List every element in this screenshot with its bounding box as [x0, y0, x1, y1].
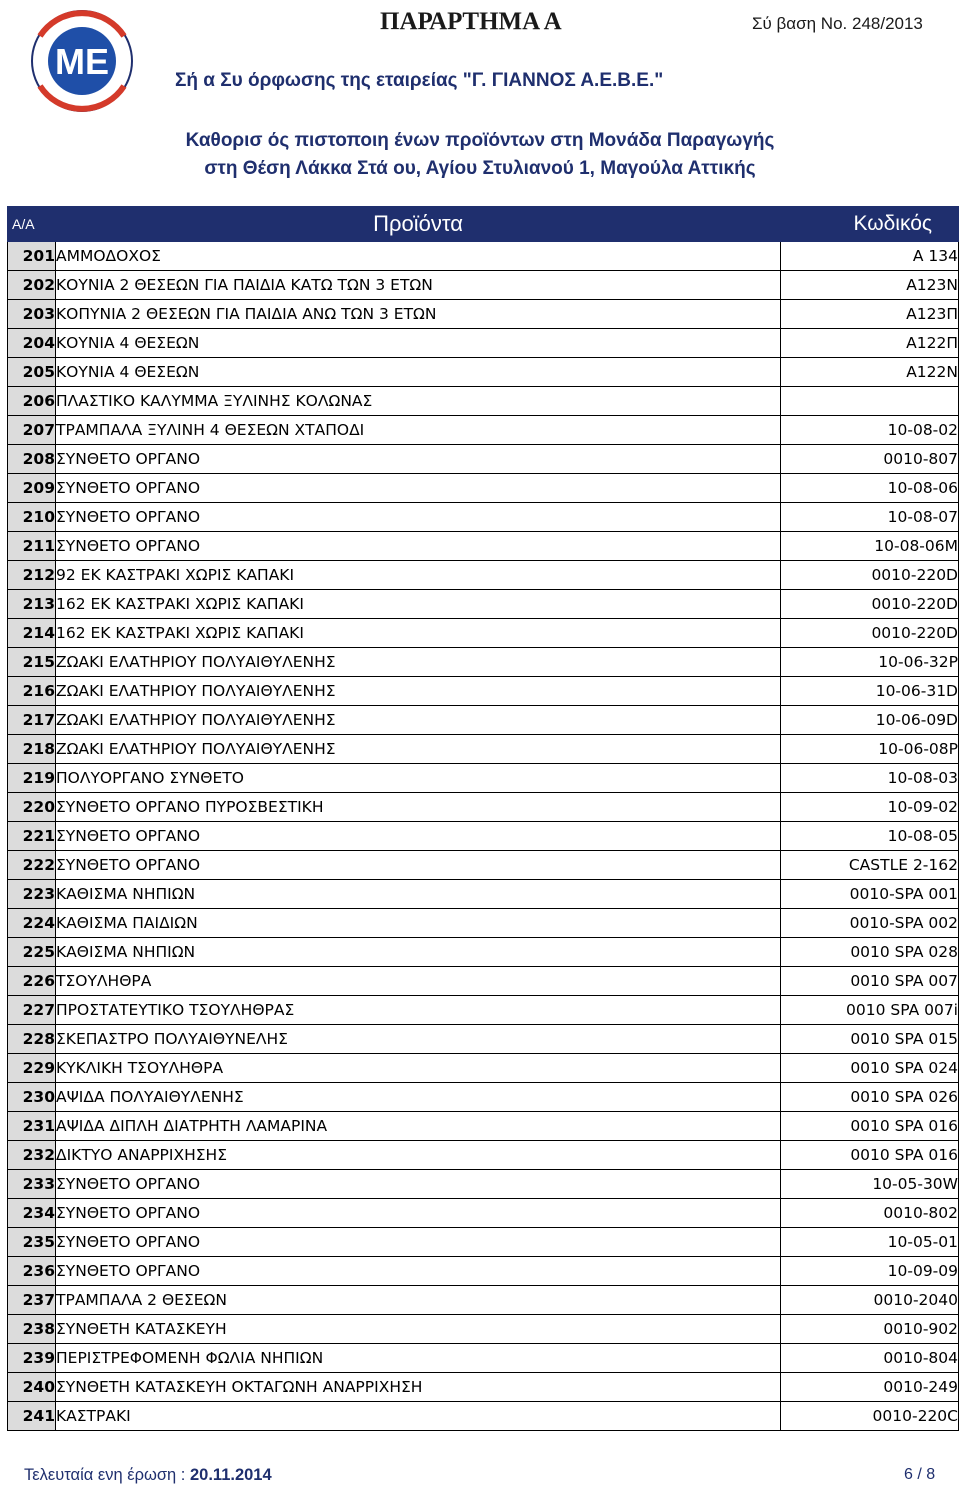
product-name: ΣΥΝΘΕΤΟ ΟΡΓΑΝΟ ΠΥΡΟΣΒΕΣΤΙΚΗ	[56, 793, 781, 822]
table-row	[8, 590, 959, 619]
table-row	[8, 619, 959, 648]
row-number: 216	[8, 677, 56, 706]
table-row	[8, 880, 959, 909]
product-code: 0010 SPA 016	[781, 1141, 959, 1170]
document-title: Σή α Συ όρφωσης της εταιρείας "Γ. ΓΙΑΝΝΟΣ Α.Ε.Β.Ε."	[175, 70, 664, 91]
footer-updated-date: 20.11.2014	[189, 1466, 272, 1484]
product-name: ΖΩΑΚΙ ΕΛΑΤΗΡΙΟΥ ΠΟΛΥΑΙΘΥΛΕΝΗΣ	[56, 706, 781, 735]
table-row	[8, 300, 959, 329]
product-name: ΚΑΘΙΣΜΑ ΝΗΠΙΩΝ	[56, 880, 781, 909]
product-name: ΑΜΜΟΔΟΧΟΣ	[56, 242, 781, 271]
product-code: 10-08-03	[781, 764, 959, 793]
table-row	[8, 1402, 959, 1431]
row-number: 232	[8, 1141, 56, 1170]
row-number: 222	[8, 851, 56, 880]
product-code: 0010-220D	[781, 619, 959, 648]
product-code: 0010-SPA 002	[781, 909, 959, 938]
meeting-number: Σύ βαση Νο. 248/2013	[752, 14, 923, 33]
product-name: ΣΥΝΘΕΤΟ ΟΡΓΑΝΟ	[56, 1228, 781, 1257]
table-row	[8, 793, 959, 822]
product-code: 10-08-07	[781, 503, 959, 532]
row-number: 235	[8, 1228, 56, 1257]
product-code: 0010-220D	[781, 561, 959, 590]
table-row	[8, 387, 959, 416]
product-name: 92 ΕΚ ΚΑΣΤΡΑΚΙ ΧΩΡΙΣ ΚΑΠΑΚΙ	[56, 561, 781, 590]
products-table	[7, 206, 959, 1431]
product-code: 10-08-06M	[781, 532, 959, 561]
table-row	[8, 242, 959, 271]
table-row	[8, 764, 959, 793]
product-code: 0010 SPA 007	[781, 967, 959, 996]
table-row	[8, 909, 959, 938]
row-number: 204	[8, 329, 56, 358]
row-number: 220	[8, 793, 56, 822]
product-name: ΚΑΣΤΡΑΚΙ	[56, 1402, 781, 1431]
product-code: 10-06-32P	[781, 648, 959, 677]
product-code: 0010-220D	[781, 590, 959, 619]
product-name: ΖΩΑΚΙ ΕΛΑΤΗΡΙΟΥ ΠΟΛΥΑΙΘΥΛΕΝΗΣ	[56, 735, 781, 764]
row-number: 214	[8, 619, 56, 648]
row-number: 210	[8, 503, 56, 532]
row-number: 217	[8, 706, 56, 735]
product-name: ΚΟΥΝΙΑ 4 ΘΕΣΕΩΝ	[56, 358, 781, 387]
table-row	[8, 1344, 959, 1373]
row-number: 202	[8, 271, 56, 300]
product-code: 0010-SPA 001	[781, 880, 959, 909]
footer-updated-label: Τελευταία ενη έρωση :	[24, 1466, 186, 1484]
product-code: 0010-220C	[781, 1402, 959, 1431]
product-name: 162 ΕΚ ΚΑΣΤΡΑΚΙ ΧΩΡΙΣ ΚΑΠΑΚΙ	[56, 590, 781, 619]
row-number: 215	[8, 648, 56, 677]
product-code: 0010-249	[781, 1373, 959, 1402]
product-code: 10-08-06	[781, 474, 959, 503]
product-code: 10-09-02	[781, 793, 959, 822]
product-name: ΚΟΠΥΝΙΑ 2 ΘΕΣΕΩΝ ΓΙΑ ΠΑΙΔΙΑ ΑΝΩ ΤΩΝ 3 ΕΤΩΝ	[56, 300, 781, 329]
product-code: 10-05-01	[781, 1228, 959, 1257]
table-row	[8, 1170, 959, 1199]
row-number: 229	[8, 1054, 56, 1083]
product-code: 0010-2040	[781, 1286, 959, 1315]
row-number: 209	[8, 474, 56, 503]
table-row	[8, 271, 959, 300]
footer-updated	[24, 1466, 272, 1485]
product-code: 0010 SPA 028	[781, 938, 959, 967]
product-code: A123N	[781, 271, 959, 300]
product-code: 0010 SPA 016	[781, 1112, 959, 1141]
product-name: ΤΡΑΜΠΑΛΑ 2 ΘΕΣΕΩΝ	[56, 1286, 781, 1315]
row-number: 240	[8, 1373, 56, 1402]
table-row	[8, 706, 959, 735]
table-header-row	[8, 207, 959, 242]
table-row	[8, 474, 959, 503]
svg-text:ME: ME	[55, 41, 109, 82]
table-row	[8, 532, 959, 561]
product-code: 0010 SPA 026	[781, 1083, 959, 1112]
product-name: ΣΚΕΠΑΣΤΡΟ ΠΟΛΥΑΙΘΥΝΕΛΗΣ	[56, 1025, 781, 1054]
product-code: 0010-902	[781, 1315, 959, 1344]
row-number: 201	[8, 242, 56, 271]
product-name: ΣΥΝΘΕΤΟ ΟΡΓΑΝΟ	[56, 851, 781, 880]
product-code: 0010-807	[781, 445, 959, 474]
product-name: ΚΟΥΝΙΑ 2 ΘΕΣΕΩΝ ΓΙΑ ΠΑΙΔΙΑ ΚΑΤΩ ΤΩΝ 3 ΕΤΩΝ	[56, 271, 781, 300]
document-subtitle-line2: στη Θέση Λάκκα Στά ου, Αγίου Στυλιανού 1, Μαγούλα Αττικής	[204, 158, 756, 179]
table-row	[8, 1141, 959, 1170]
product-name: ΚΥΚΛΙΚΗ ΤΣΟΥΛΗΘΡΑ	[56, 1054, 781, 1083]
row-number: 228	[8, 1025, 56, 1054]
row-number: 205	[8, 358, 56, 387]
product-name: ΤΡΑΜΠΑΛΑ ΞΥΛΙΝΗ 4 ΘΕΣΕΩΝ ΧΤΑΠΟΔΙ	[56, 416, 781, 445]
table-row	[8, 1054, 959, 1083]
row-number: 223	[8, 880, 56, 909]
table-row	[8, 1286, 959, 1315]
table-row	[8, 967, 959, 996]
product-name: ΣΥΝΘΕΤΟ ΟΡΓΑΝΟ	[56, 1257, 781, 1286]
row-number: 208	[8, 445, 56, 474]
row-number: 233	[8, 1170, 56, 1199]
product-code: A123Π	[781, 300, 959, 329]
table-row	[8, 1083, 959, 1112]
table-row	[8, 735, 959, 764]
row-number: 230	[8, 1083, 56, 1112]
table-row	[8, 1025, 959, 1054]
column-header-aa: Α/Α	[8, 207, 56, 242]
product-name: ΠΡΟΣΤΑΤΕΥΤΙΚΟ ΤΣΟΥΛΗΘΡΑΣ	[56, 996, 781, 1025]
product-code: 10-08-05	[781, 822, 959, 851]
product-name: ΣΥΝΘΕΤΟ ΟΡΓΑΝΟ	[56, 474, 781, 503]
table-row	[8, 358, 959, 387]
table-row	[8, 1112, 959, 1141]
page-number: 6 / 8	[904, 1466, 936, 1483]
product-code	[781, 387, 959, 416]
product-code: 10-08-02	[781, 416, 959, 445]
product-code: CASTLE 2-162	[781, 851, 959, 880]
product-code: 0010-802	[781, 1199, 959, 1228]
table-row	[8, 1228, 959, 1257]
table-row	[8, 996, 959, 1025]
product-name: 162 ΕΚ ΚΑΣΤΡΑΚΙ ΧΩΡΙΣ ΚΑΠΑΚΙ	[56, 619, 781, 648]
row-number: 219	[8, 764, 56, 793]
product-name: ΠΛΑΣΤΙΚΟ ΚΑΛΥΜΜΑ ΞΥΛΙΝΗΣ ΚΟΛΩΝΑΣ	[56, 387, 781, 416]
row-number: 212	[8, 561, 56, 590]
product-name: ΠΟΛΥΟΡΓΑΝΟ ΣΥΝΘΕΤΟ	[56, 764, 781, 793]
product-code: 0010-804	[781, 1344, 959, 1373]
row-number: 238	[8, 1315, 56, 1344]
row-number: 226	[8, 967, 56, 996]
product-code: 10-05-30W	[781, 1170, 959, 1199]
product-name: ΣΥΝΘΕΤΗ ΚΑΤΑΣΚΕΥΗ ΟΚΤΑΓΩΝΗ ΑΝΑΡΡΙΧΗΣΗ	[56, 1373, 781, 1402]
row-number: 239	[8, 1344, 56, 1373]
document-subtitle-line1: Καθορισ ός πιστοποιη ένων προϊόντων στη Μονάδα Παραγωγής	[185, 130, 775, 151]
product-name: ΣΥΝΘΕΤΟ ΟΡΓΑΝΟ	[56, 445, 781, 474]
row-number: 211	[8, 532, 56, 561]
product-name: ΣΥΝΘΕΤΟ ΟΡΓΑΝΟ	[56, 822, 781, 851]
table-row	[8, 1373, 959, 1402]
product-name: ΤΣΟΥΛΗΘΡΑ	[56, 967, 781, 996]
product-code: A122N	[781, 358, 959, 387]
product-name: ΣΥΝΘΕΤΟ ΟΡΓΑΝΟ	[56, 503, 781, 532]
row-number: 225	[8, 938, 56, 967]
product-name: ΣΥΝΘΕΤΟ ΟΡΓΑΝΟ	[56, 1170, 781, 1199]
product-code: 10-09-09	[781, 1257, 959, 1286]
row-number: 237	[8, 1286, 56, 1315]
table-row	[8, 561, 959, 590]
product-code: 10-06-31D	[781, 677, 959, 706]
product-name: ΚΟΥΝΙΑ 4 ΘΕΣΕΩΝ	[56, 329, 781, 358]
company-logo	[20, 6, 145, 116]
row-number: 213	[8, 590, 56, 619]
product-code: 10-06-09D	[781, 706, 959, 735]
product-name: ΚΑΘΙΣΜΑ ΠΑΙΔΙΩΝ	[56, 909, 781, 938]
row-number: 224	[8, 909, 56, 938]
product-code: A 134	[781, 242, 959, 271]
product-name: ΚΑΘΙΣΜΑ ΝΗΠΙΩΝ	[56, 938, 781, 967]
table-row	[8, 851, 959, 880]
product-name: ΠΕΡΙΣΤΡΕΦΟΜΕΝΗ ΦΩΛΙΑ ΝΗΠΙΩΝ	[56, 1344, 781, 1373]
table-row	[8, 1315, 959, 1344]
row-number: 241	[8, 1402, 56, 1431]
column-header-product: Προϊόντα	[56, 207, 781, 242]
annex-title: ΠΑΡΑΡΤΗΜΑ Α	[380, 8, 562, 35]
row-number: 203	[8, 300, 56, 329]
product-name: ΔΙΚΤΥΟ ΑΝΑΡΡΙΧΗΣΗΣ	[56, 1141, 781, 1170]
table-row	[8, 329, 959, 358]
row-number: 236	[8, 1257, 56, 1286]
row-number: 231	[8, 1112, 56, 1141]
row-number: 206	[8, 387, 56, 416]
product-name: ΣΥΝΘΕΤΟ ΟΡΓΑΝΟ	[56, 1199, 781, 1228]
product-code: A122Π	[781, 329, 959, 358]
table-row	[8, 503, 959, 532]
product-code: 0010 SPA 024	[781, 1054, 959, 1083]
row-number: 227	[8, 996, 56, 1025]
table-row	[8, 938, 959, 967]
row-number: 218	[8, 735, 56, 764]
product-name: ΑΨΙΔΑ ΠΟΛΥΑΙΘΥΛΕΝΗΣ	[56, 1083, 781, 1112]
product-name: ΖΩΑΚΙ ΕΛΑΤΗΡΙΟΥ ΠΟΛΥΑΙΘΥΛΕΝΗΣ	[56, 677, 781, 706]
row-number: 234	[8, 1199, 56, 1228]
row-number: 207	[8, 416, 56, 445]
table-row	[8, 416, 959, 445]
product-code: 0010 SPA 015	[781, 1025, 959, 1054]
table-row	[8, 445, 959, 474]
column-header-code: Κωδικός	[781, 207, 959, 242]
product-name: ΣΥΝΘΕΤΗ ΚΑΤΑΣΚΕΥΗ	[56, 1315, 781, 1344]
product-code: 10-06-08P	[781, 735, 959, 764]
product-name: ΑΨΙΔΑ ΔΙΠΛΗ ΔΙΑΤΡΗΤΗ ΛΑΜΑΡΙΝΑ	[56, 1112, 781, 1141]
table-row	[8, 1199, 959, 1228]
product-name: ΖΩΑΚΙ ΕΛΑΤΗΡΙΟΥ ΠΟΛΥΑΙΘΥΛΕΝΗΣ	[56, 648, 781, 677]
table-row	[8, 822, 959, 851]
table-row	[8, 1257, 959, 1286]
table-row	[8, 677, 959, 706]
product-code: 0010 SPA 007i	[781, 996, 959, 1025]
product-name: ΣΥΝΘΕΤΟ ΟΡΓΑΝΟ	[56, 532, 781, 561]
row-number: 221	[8, 822, 56, 851]
table-row	[8, 648, 959, 677]
